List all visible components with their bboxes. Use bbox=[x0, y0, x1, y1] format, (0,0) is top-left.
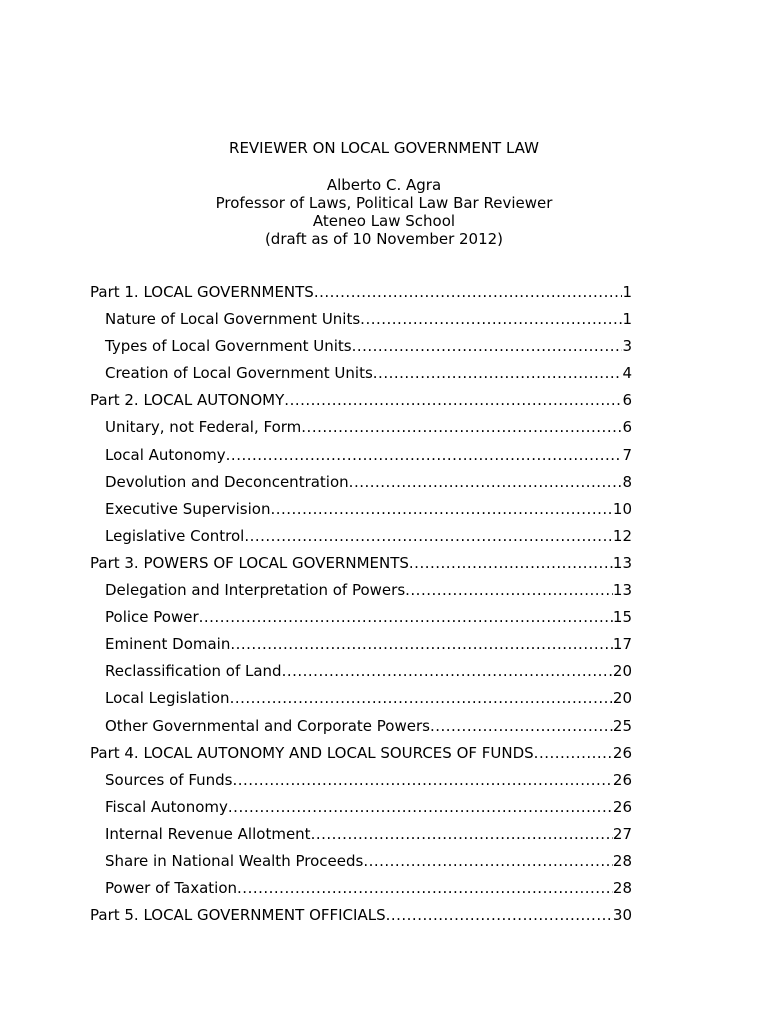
author-school: Ateneo Law School bbox=[312, 212, 456, 230]
toc-page-number: 17 bbox=[612, 635, 632, 654]
toc-dot-leader bbox=[405, 580, 613, 600]
toc-entry[interactable] bbox=[90, 417, 632, 444]
toc-dot-leader bbox=[409, 553, 613, 573]
toc-page-number: 10 bbox=[612, 499, 632, 518]
toc-entry-title: Sources of Funds bbox=[105, 770, 233, 789]
toc-entry[interactable] bbox=[90, 716, 632, 743]
toc-dot-leader bbox=[360, 309, 622, 329]
toc-entry[interactable] bbox=[90, 688, 632, 715]
toc-entry[interactable] bbox=[90, 797, 632, 824]
toc-entry-title: Other Governmental and Corporate Powers bbox=[105, 716, 430, 735]
toc-dot-leader bbox=[534, 743, 613, 763]
toc-entry-title: Part 1. LOCAL GOVERNMENTS bbox=[90, 283, 314, 301]
toc-dot-leader bbox=[230, 688, 613, 708]
toc-entry-title: Devolution and Deconcentration bbox=[105, 472, 349, 491]
toc-dot-leader bbox=[270, 499, 612, 519]
author-position: Professor of Laws, Political Law Bar Reviewer bbox=[215, 194, 553, 212]
toc-entry-title: Part 5. LOCAL GOVERNMENT OFFICIALS bbox=[90, 906, 386, 925]
toc-page-number: 6 bbox=[622, 391, 632, 410]
toc-dot-leader bbox=[284, 390, 622, 410]
toc-entry[interactable] bbox=[90, 472, 632, 499]
toc-entry-title: Power of Taxation bbox=[105, 879, 238, 898]
toc-page-number: 8 bbox=[622, 472, 632, 491]
toc-dot-leader bbox=[228, 797, 613, 817]
toc-entry[interactable] bbox=[90, 743, 632, 770]
toc-entry-title: Unitary, not Federal, Form bbox=[105, 418, 302, 437]
toc-page-number: 3 bbox=[622, 337, 632, 356]
toc-dot-leader bbox=[233, 770, 613, 790]
toc-entry-title: Eminent Domain bbox=[105, 635, 231, 654]
toc-entry-title: Fiscal Autonomy bbox=[105, 797, 228, 816]
toc-entry[interactable] bbox=[90, 526, 632, 553]
toc-dot-leader bbox=[282, 661, 613, 681]
toc-entry-title: Reclassification of Land bbox=[105, 662, 282, 681]
toc-page-number: 27 bbox=[612, 824, 632, 843]
toc-entry-title: Local Autonomy bbox=[105, 445, 226, 464]
toc-entry[interactable] bbox=[90, 282, 632, 309]
toc-page-number: 28 bbox=[612, 851, 632, 870]
toc-entry[interactable] bbox=[90, 363, 632, 390]
toc-entry[interactable] bbox=[90, 499, 632, 526]
table-of-contents bbox=[90, 282, 632, 932]
toc-dot-leader bbox=[363, 851, 613, 871]
draft-note: (draft as of 10 November 2012) bbox=[264, 230, 504, 248]
toc-entry[interactable] bbox=[90, 634, 632, 661]
toc-page-number: 15 bbox=[612, 608, 632, 627]
toc-entry[interactable] bbox=[90, 661, 632, 688]
toc-dot-leader bbox=[237, 878, 613, 898]
toc-entry-title: Nature of Local Government Units bbox=[105, 310, 361, 329]
toc-page-number: 4 bbox=[622, 364, 632, 383]
toc-dot-leader bbox=[301, 417, 622, 437]
toc-entry[interactable] bbox=[90, 824, 632, 851]
toc-dot-leader bbox=[311, 824, 613, 844]
toc-entry-title: Police Power bbox=[105, 608, 199, 627]
toc-page-number: 13 bbox=[612, 553, 632, 572]
toc-page-number: 20 bbox=[612, 689, 632, 708]
toc-page-number: 26 bbox=[612, 743, 632, 762]
toc-page-number: 7 bbox=[622, 445, 632, 464]
toc-dot-leader bbox=[230, 634, 613, 654]
toc-entry[interactable] bbox=[90, 607, 632, 634]
toc-entry[interactable] bbox=[90, 445, 632, 472]
toc-entry-title: Legislative Control bbox=[105, 526, 245, 545]
toc-entry[interactable] bbox=[90, 336, 632, 363]
toc-entry-title: Delegation and Interpretation of Powers bbox=[105, 581, 406, 600]
toc-entry-title: Part 2. LOCAL AUTONOMY bbox=[90, 391, 285, 410]
toc-entry-title: Creation of Local Government Units bbox=[105, 364, 373, 383]
toc-entry[interactable] bbox=[90, 580, 632, 607]
toc-entry[interactable] bbox=[90, 851, 632, 878]
toc-dot-leader bbox=[244, 526, 613, 546]
toc-dot-leader bbox=[314, 282, 623, 302]
toc-dot-leader bbox=[373, 363, 623, 383]
toc-entry-title: Local Legislation bbox=[105, 689, 230, 708]
toc-page-number: 25 bbox=[612, 716, 632, 735]
toc-dot-leader bbox=[199, 607, 613, 627]
toc-entry[interactable] bbox=[90, 770, 632, 797]
toc-entry[interactable] bbox=[90, 553, 632, 580]
toc-page-number: 26 bbox=[612, 770, 632, 789]
toc-page-number: 26 bbox=[612, 797, 632, 816]
toc-dot-leader bbox=[349, 472, 623, 492]
toc-entry[interactable] bbox=[90, 905, 632, 932]
toc-page-number: 12 bbox=[612, 526, 632, 545]
toc-page-number: 13 bbox=[612, 581, 632, 600]
toc-entry-title: Executive Supervision bbox=[105, 499, 271, 518]
toc-page-number: 6 bbox=[622, 418, 632, 437]
toc-page-number: 20 bbox=[612, 662, 632, 681]
author-block bbox=[0, 176, 768, 248]
toc-entry-title: Types of Local Government Units bbox=[105, 337, 352, 356]
author-name: Alberto C. Agra bbox=[326, 176, 442, 194]
toc-page-number: 30 bbox=[612, 906, 632, 925]
toc-entry-title: Internal Revenue Allotment bbox=[105, 824, 311, 843]
toc-page-number: 28 bbox=[612, 879, 632, 898]
toc-entry-title: Share in National Wealth Proceeds bbox=[105, 851, 364, 870]
toc-page-number: 1 bbox=[622, 310, 632, 329]
toc-entry[interactable] bbox=[90, 878, 632, 905]
toc-dot-leader bbox=[386, 905, 613, 925]
toc-entry-title: Part 3. POWERS OF LOCAL GOVERNMENTS bbox=[90, 553, 409, 572]
toc-entry-title: Part 4. LOCAL AUTONOMY AND LOCAL SOURCES OF FUNDS bbox=[90, 743, 534, 762]
toc-dot-leader bbox=[226, 445, 623, 465]
toc-entry[interactable] bbox=[90, 390, 632, 417]
toc-entry[interactable] bbox=[90, 309, 632, 336]
toc-dot-leader bbox=[352, 336, 623, 356]
toc-dot-leader bbox=[430, 716, 613, 736]
toc-page-number: 1 bbox=[622, 283, 632, 301]
document-title: REVIEWER ON LOCAL GOVERNMENT LAW bbox=[229, 139, 539, 157]
